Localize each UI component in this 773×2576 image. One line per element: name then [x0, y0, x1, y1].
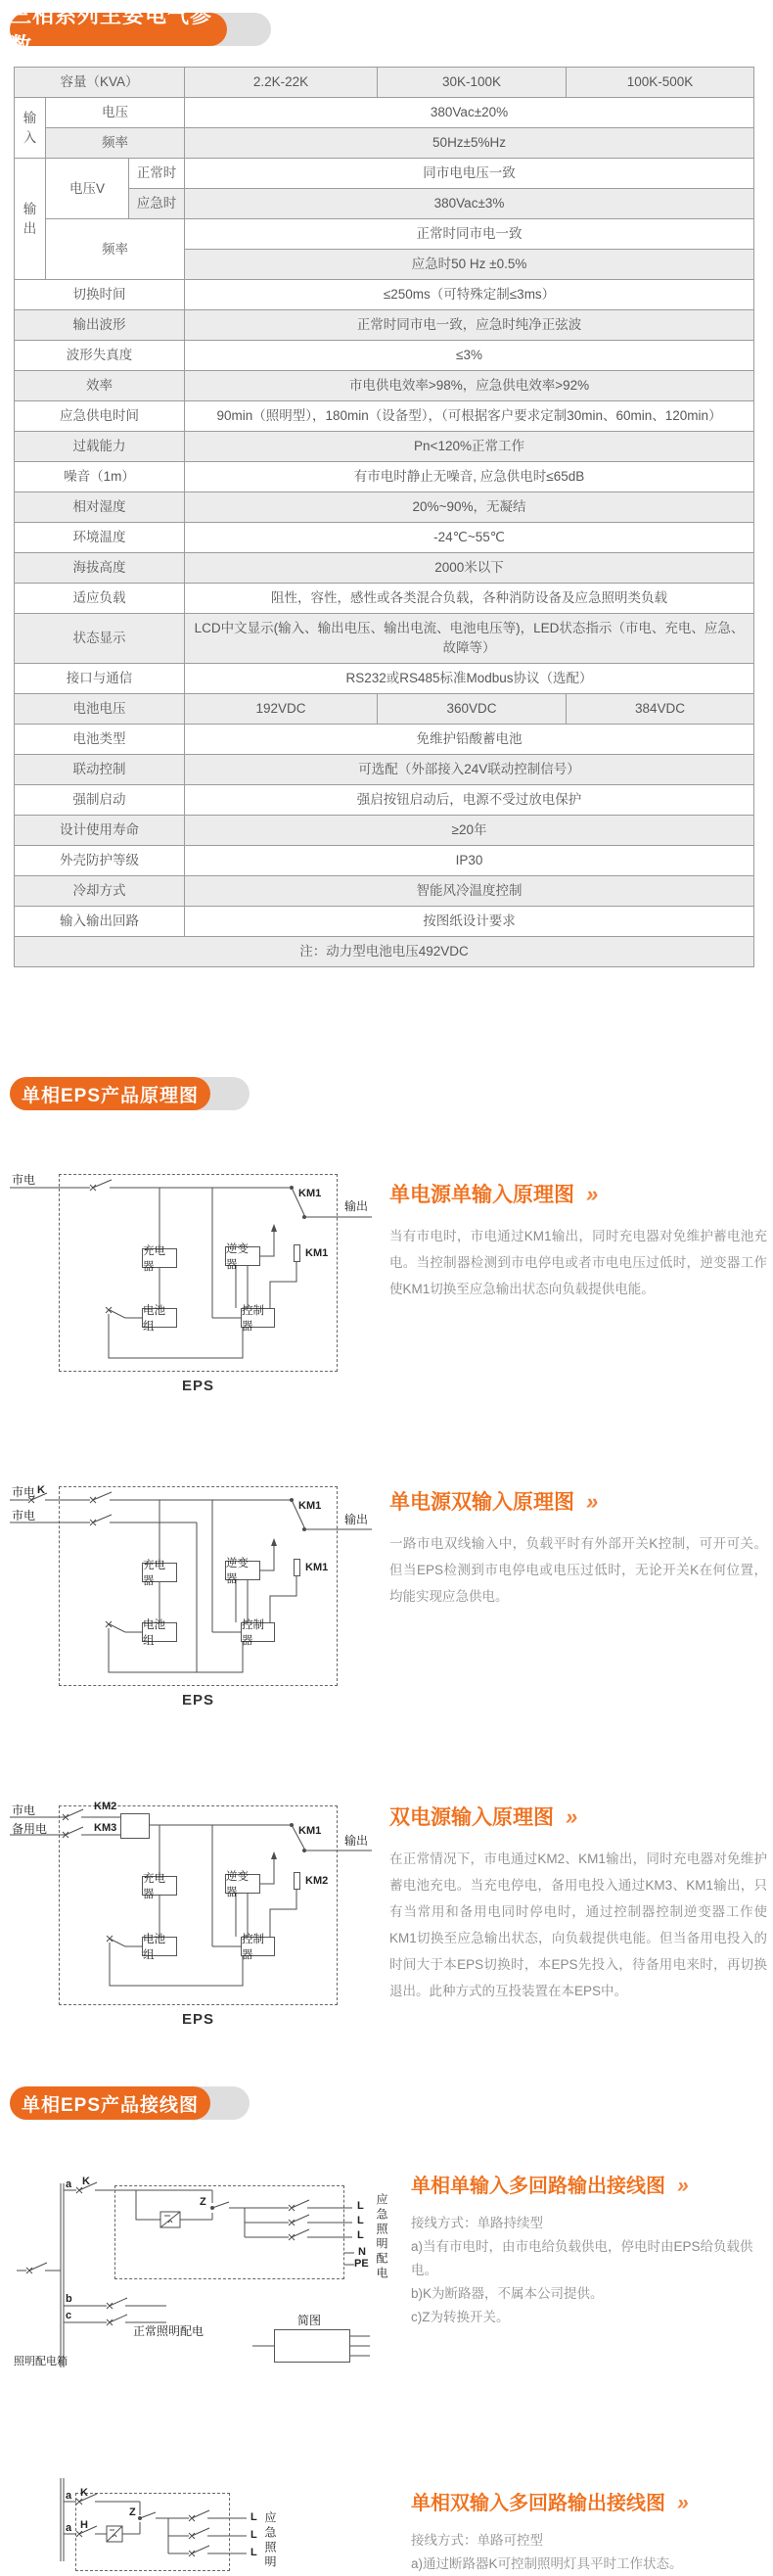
spec-cell-label: 容量（KVA） [15, 68, 185, 98]
spec-cell-label: 切换时间 [15, 280, 185, 310]
spec-cell-label: 频率 [46, 219, 185, 280]
spec-cell-label: 效率 [15, 371, 185, 401]
spec-cell-label: 外壳防护等级 [15, 846, 185, 876]
principle-diagram-dual-input [8, 1484, 385, 1714]
spec-cell-label: 应急供电时间 [15, 401, 185, 432]
spec-cell-value: 20%~90%，无凝结 [185, 492, 754, 523]
circuit-svg [8, 1484, 385, 1714]
inverter-box: 逆变器 [225, 1561, 260, 1580]
charger-box: 充电器 [142, 1876, 177, 1896]
spec-row [15, 371, 754, 401]
transfer-junction-box [120, 1813, 150, 1839]
output-label: 输出 [344, 1834, 369, 1848]
section-title-wiring-diagrams [10, 2086, 210, 2120]
section-title-text: 三相系列主要电气参数 [10, 3, 213, 58]
spec-row [15, 523, 754, 553]
spec-row [15, 462, 754, 492]
km1-switch-label: KM1 [298, 1188, 322, 1199]
spec-cell-value: 192VDC [185, 694, 378, 725]
diagram-title-text: 单相双输入多回路输出接线图 [411, 2493, 665, 2514]
emergency-lighting-dist-label: 应急照明配电 [375, 2193, 388, 2281]
diagram-title-link[interactable] [411, 2487, 765, 2515]
section-title-text: 单相EPS产品接线图 [21, 2094, 200, 2116]
mains-label: 市电 [12, 1173, 36, 1187]
sketch-label: 简图 [297, 2314, 322, 2327]
circuit-svg [8, 1800, 385, 2035]
spec-cell-value: 阻性，容性，感性或各类混合负载，各种消防设备及应急照明类负载 [185, 584, 754, 614]
principle-desc-2 [389, 1486, 767, 1610]
breaker-h-label: H [80, 2519, 88, 2531]
normal-lighting-dist-label: 正常照明配电 [133, 2324, 205, 2338]
spec-cell-value: ≤250ms（可特殊定制≤3ms） [185, 280, 754, 310]
spec-cell-label: 电压 [46, 98, 185, 128]
double-chevron-icon: » [586, 1489, 599, 1514]
spec-row [15, 816, 754, 846]
output-label: 输出 [344, 1199, 369, 1213]
wiring-desc-1 [411, 2170, 765, 2329]
spec-cell-label: 接口与通信 [15, 664, 185, 694]
spec-cell-label: 输入输出回路 [15, 907, 185, 937]
wiring-note-line: b)K为断路器，不属本公司提供。 [411, 2286, 604, 2301]
spec-row [15, 128, 754, 159]
line-n-label: N [358, 2246, 366, 2258]
spec-cell-value: 30K-100K [378, 68, 567, 98]
wiring-note-line: 接线方式：单路持续型 [411, 2216, 543, 2230]
spec-row [15, 907, 754, 937]
diagram-title-text: 单电源单输入原理图 [389, 1184, 574, 1206]
spec-row [15, 876, 754, 907]
inverter-box: 逆变器 [225, 1246, 260, 1266]
km1-switch-label: KM1 [298, 1500, 322, 1512]
charger-box: 充电器 [142, 1563, 177, 1582]
spec-row [15, 664, 754, 694]
spec-cell-value: 同市电电压一致 [185, 159, 754, 189]
diagram-title-text: 单相单输入多回路输出接线图 [411, 2176, 665, 2197]
diagram-title-text: 双电源输入原理图 [389, 1806, 554, 1829]
double-chevron-icon: » [677, 2175, 689, 2197]
spec-cell-value: 2.2K-22K [185, 68, 378, 98]
wiring-note-line: a)通过断路器K可控制照明灯具平时工作状态。 [411, 2556, 683, 2571]
spec-row [15, 280, 754, 310]
diagram-title-link[interactable] [411, 2170, 765, 2198]
spec-cell-value: ≥20年 [185, 816, 754, 846]
km1-switch-label: KM1 [298, 1825, 322, 1837]
eps-label: EPS [181, 2011, 214, 2028]
spec-cell-label: 状态显示 [15, 614, 185, 664]
spec-group-input: 输入 [15, 98, 46, 159]
spec-cell-value: IP30 [185, 846, 754, 876]
diagram-title-text: 单电源双输入原理图 [389, 1491, 574, 1514]
spec-cell-label: 电压V [46, 159, 129, 219]
line-l1-label: L [357, 2200, 364, 2212]
transfer-switch-z-label: Z [200, 2196, 206, 2208]
transfer-switch-z-label: Z [129, 2506, 136, 2518]
breaker-k-label: K [80, 2487, 88, 2499]
spec-row [15, 584, 754, 614]
spec-row [15, 432, 754, 462]
km1-coil-label: KM1 [305, 1247, 329, 1259]
lighting-panel-label: 照明配电箱 [14, 2356, 68, 2367]
spec-cell-value: 智能风冷温度控制 [185, 876, 754, 907]
double-chevron-icon: » [677, 2492, 689, 2514]
eps-label: EPS [181, 1692, 214, 1709]
spec-row [15, 492, 754, 523]
breaker-k-label: K [82, 2176, 90, 2187]
spec-cell-label: 电池电压 [15, 694, 185, 725]
spec-cell-label: 相对湿度 [15, 492, 185, 523]
wiring-diagram-dual-input [12, 2472, 403, 2570]
principle-desc-1 [389, 1179, 767, 1302]
spec-cell-label: 环境温度 [15, 523, 185, 553]
circuit-a-label: a [66, 2522, 72, 2534]
spec-cell-sublabel: 正常时 [129, 159, 185, 189]
spec-cell-label: 过载能力 [15, 432, 185, 462]
spec-cell-label: 设计使用寿命 [15, 816, 185, 846]
output-label: 输出 [344, 1513, 369, 1526]
spec-row [15, 725, 754, 755]
spec-cell-value: 380Vac±20% [185, 98, 754, 128]
spec-cell-value: RS232或RS485标准Modbus协议（选配） [185, 664, 754, 694]
diagram-description: 在正常情况下，市电通过KM2、KM1输出，同时充电器对免维护蓄电池充电。当充电停电，备用电投入通过KM3、KM1输出，只有当常用和备用电同时停电时，通过控制器控制逆变器工作使KM1切换至应急输出状态，向负载提供电能。但当备用电投入的时间大于本EPS切换时，本EPS先投入，待备用电来时，再切换退出。此种方式的互投装置在本EPS中。 [389, 1851, 767, 1998]
circuit-b-label: b [66, 2293, 72, 2305]
inverter-box: 逆变器 [225, 1874, 260, 1894]
km1-coil-icon [294, 1244, 300, 1262]
section-title-three-phase-params [10, 3, 227, 58]
spec-cell-label: 适应负载 [15, 584, 185, 614]
spec-group-output: 输出 [15, 159, 46, 280]
controller-box: 控制器 [241, 1622, 275, 1642]
wiring-desc-2 [411, 2487, 765, 2576]
spec-cell-value: 免维护铅酸蓄电池 [185, 725, 754, 755]
spec-cell-value: ≤3% [185, 341, 754, 371]
spec-row [15, 401, 754, 432]
km2-switch-label: KM2 [94, 1801, 117, 1812]
spec-row [15, 98, 754, 128]
diagram-description: 一路市电双线输入中，负载平时有外部开关K控制，可开可关。但当EPS检测到市电停电或电压过低时，无论开关K在何位置，均能实现应急供电。 [389, 1536, 767, 1604]
km2-coil-label: KM2 [305, 1875, 329, 1887]
spec-table [14, 67, 754, 967]
battery-box: 电池组 [142, 1937, 177, 1956]
line-l2-label: L [250, 2529, 257, 2541]
spec-cell-value: 384VDC [567, 694, 754, 725]
section-title-principle-diagrams [10, 1077, 210, 1110]
spec-note: 注：动力型电池电压492VDC [15, 937, 754, 967]
spec-cell-value: 正常时同市电一致，应急时纯净正弦波 [185, 310, 754, 341]
spec-row [15, 785, 754, 816]
diagram-title-link[interactable] [389, 1179, 767, 1208]
line-l3-label: L [250, 2547, 257, 2558]
circuit-a-label: a [66, 2490, 72, 2502]
km2-coil-icon [294, 1872, 300, 1890]
spec-cell-value: 有市电时静止无噪音, 应急供电时≤65dB [185, 462, 754, 492]
spec-cell-value: 2000米以下 [185, 553, 754, 584]
circuit-c-label: c [66, 2310, 72, 2321]
battery-box: 电池组 [142, 1622, 177, 1642]
mains-label: 市电 [12, 1509, 36, 1522]
spec-row [15, 614, 754, 664]
spec-cell-value: -24℃~55℃ [185, 523, 754, 553]
principle-desc-3 [389, 1802, 767, 2004]
circuit-a-label: a [66, 2178, 72, 2190]
sketch-box [274, 2329, 350, 2363]
eps-label: EPS [181, 1378, 214, 1394]
spec-row [15, 159, 754, 189]
spec-cell-value: Pn<120%正常工作 [185, 432, 754, 462]
spec-cell-value: 360VDC [378, 694, 567, 725]
principle-diagram-dual-source [8, 1800, 385, 2035]
spec-cell-label: 海拔高度 [15, 553, 185, 584]
spec-row-battery-voltage [15, 694, 754, 725]
spec-cell-value: 市电供电效率>98%，应急供电效率>92% [185, 371, 754, 401]
line-l1-label: L [250, 2511, 257, 2523]
section-title-text: 单相EPS产品原理图 [21, 1085, 200, 1106]
wiring-diagram-single-input [12, 2176, 403, 2371]
spec-cell-value: 可选配（外部接入24V联动控制信号） [185, 755, 754, 785]
diagram-description: 当有市电时，市电通过KM1输出，同时充电器对免维护蓄电池充电。当控制器检测到市电停电或者市电电压过低时，逆变器工作使KM1切换至应急输出状态向负载提供电能。 [389, 1229, 767, 1296]
spec-cell-value: 100K-500K [567, 68, 754, 98]
spec-cell-sublabel: 应急时 [129, 189, 185, 219]
spec-cell-label: 强制启动 [15, 785, 185, 816]
emergency-lighting-label: 应急照明 [263, 2511, 277, 2570]
spec-row-note [15, 937, 754, 967]
km1-coil-icon [294, 1559, 300, 1576]
spec-cell-value: LCD中文显示(输入、输出电压、输出电流、电池电压等)，LED状态指示（市电、充电、应急、故障等） [185, 614, 754, 664]
spec-cell-value: 380Vac±3% [185, 189, 754, 219]
spec-cell-value: 按图纸设计要求 [185, 907, 754, 937]
controller-box: 控制器 [241, 1937, 275, 1956]
spec-cell-label: 波形失真度 [15, 341, 185, 371]
principle-diagram-single-input [8, 1172, 385, 1397]
mains-label: 市电 [12, 1485, 36, 1499]
diagram-title-link[interactable] [389, 1802, 767, 1831]
spec-cell-value: 强启按钮启动后，电源不受过放电保护 [185, 785, 754, 816]
spec-row [15, 755, 754, 785]
spec-cell-value: 正常时同市电一致 [185, 219, 754, 250]
line-pe-label: PE [354, 2258, 369, 2270]
spec-cell-label: 联动控制 [15, 755, 185, 785]
line-l2-label: L [357, 2215, 364, 2226]
charger-box: 充电器 [142, 1248, 177, 1268]
spec-cell-value: 应急时50 Hz ±0.5% [185, 250, 754, 280]
spec-row-capacity [15, 68, 754, 98]
spec-cell-label: 冷却方式 [15, 876, 185, 907]
double-chevron-icon: » [566, 1804, 578, 1829]
km3-switch-label: KM3 [94, 1822, 117, 1834]
spec-row [15, 553, 754, 584]
wiring-note-line: 接线方式：单路可控型 [411, 2533, 543, 2548]
k-switch-label: K [37, 1484, 45, 1496]
spec-cell-value: 50Hz±5%Hz [185, 128, 754, 159]
diagram-title-link[interactable] [389, 1486, 767, 1516]
spec-row [15, 219, 754, 250]
spec-cell-label: 输出波形 [15, 310, 185, 341]
spec-row [15, 341, 754, 371]
double-chevron-icon: » [586, 1182, 599, 1206]
spec-cell-label: 电池类型 [15, 725, 185, 755]
spec-cell-value: 90min（照明型），180min（设备型），（可根据客户要求定制30min、60min、120min） [185, 401, 754, 432]
line-l3-label: L [357, 2229, 364, 2241]
mains-label: 市电 [12, 1803, 36, 1817]
km1-coil-label: KM1 [305, 1562, 329, 1573]
controller-box: 控制器 [241, 1308, 275, 1328]
spec-cell-label: 频率 [46, 128, 185, 159]
circuit-svg [8, 1172, 385, 1397]
circuit-svg [12, 2472, 403, 2561]
wiring-note-line: a)当有市电时，由市电给负载供电，停电时由EPS给负载供电。 [411, 2239, 753, 2277]
spec-cell-label: 噪音（1m） [15, 462, 185, 492]
spec-row [15, 846, 754, 876]
spec-row [15, 310, 754, 341]
wiring-note-line: c)Z为转换开关。 [411, 2310, 510, 2324]
battery-box: 电池组 [142, 1308, 177, 1328]
backup-power-label: 备用电 [12, 1822, 48, 1836]
